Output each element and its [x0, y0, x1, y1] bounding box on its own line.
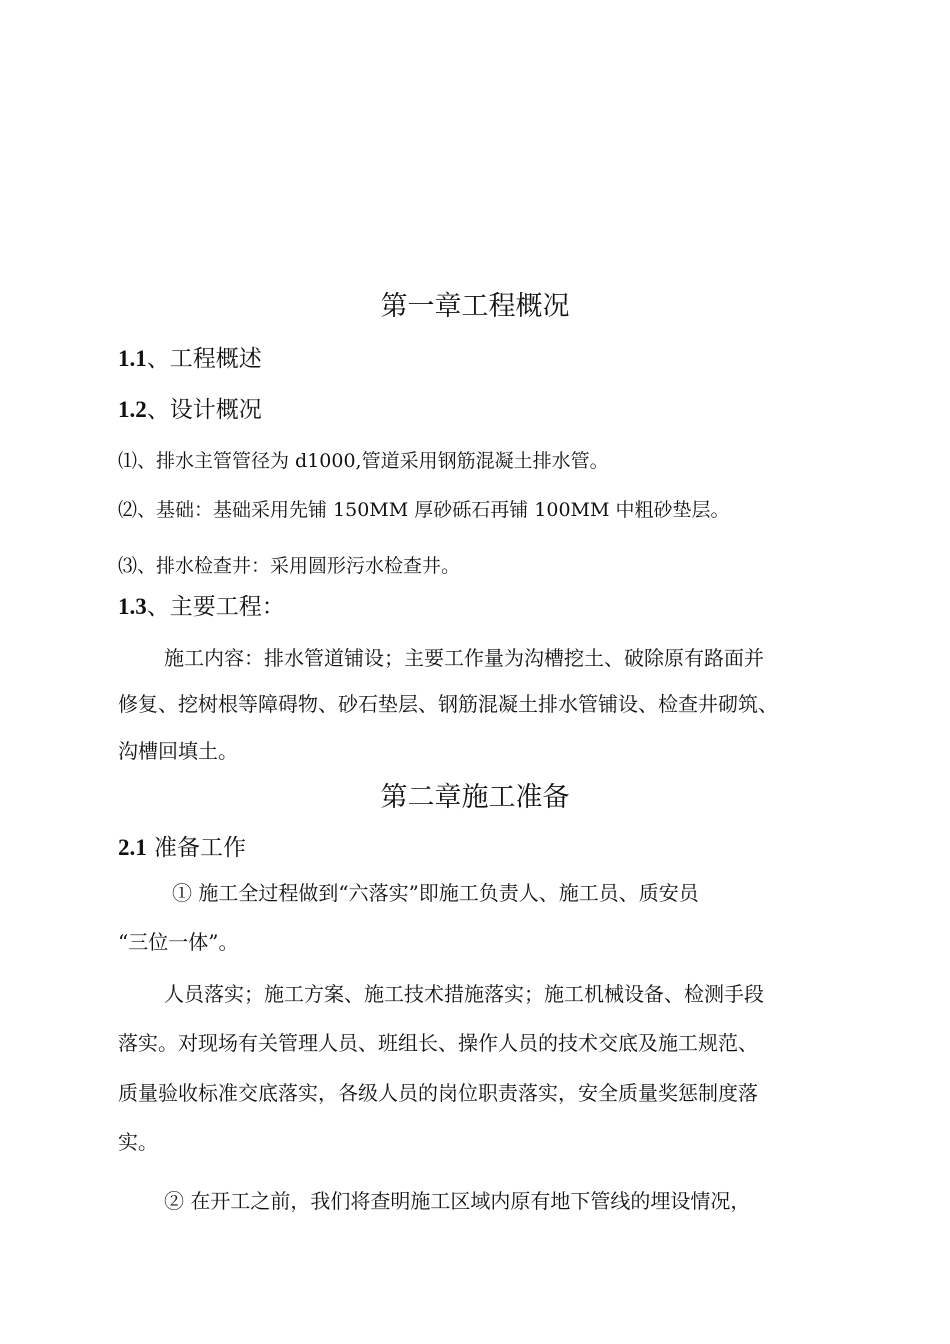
- design-item-2: ⑵、基础：基础采用先铺 150MM 厚砂砾石再铺 100MM 中粗砂垫层。: [118, 499, 730, 521]
- section-title: 、工程概述: [146, 346, 262, 372]
- prep-line-6: 实。: [118, 1130, 158, 1154]
- prep-line-1: ① 施工全过程做到“六落实”即施工负责人、施工员、质安员: [172, 881, 699, 905]
- prep-line-5: 质量验收标准交底落实，各级人员的岗位职责落实，安全质量奖惩制度落: [118, 1081, 758, 1105]
- main-work-line-3: 沟槽回填土。: [118, 739, 238, 763]
- section-number: 1.2: [118, 397, 147, 422]
- section-number: 1.1: [118, 346, 147, 371]
- chapter-2-title: 第二章施工准备: [380, 782, 570, 813]
- prep-line-2: “三位一体”。: [118, 930, 239, 954]
- section-1-3-heading: [118, 588, 285, 621]
- section-title: 、设计概况: [146, 397, 262, 423]
- main-work-line-2: 修复、挖树根等障碍物、砂石垫层、钢筋混凝土排水管铺设、检查井砌筑、: [118, 692, 778, 716]
- section-1-2-heading: [118, 391, 262, 424]
- chapter-1-title: 第一章工程概况: [380, 291, 570, 322]
- prep-line-7: ② 在开工之前，我们将查明施工区域内原有地下管线的埋设情况，: [164, 1189, 751, 1213]
- design-item-1: ⑴、排水主管管径为 d1000,管道采用钢筋混凝土排水管。: [118, 450, 609, 472]
- section-2-1-heading: [118, 829, 246, 862]
- main-work-line-1: 施工内容：排水管道铺设；主要工作量为沟槽挖土、破除原有路面并: [164, 646, 764, 670]
- prep-line-3: 人员落实；施工方案、施工技术措施落实；施工机械设备、检测手段: [164, 982, 764, 1006]
- design-item-3: ⑶、排水检查井：采用圆形污水检查井。: [118, 555, 461, 577]
- prep-line-4: 落实。对现场有关管理人员、班组长、操作人员的技术交底及施工规范、: [118, 1031, 758, 1055]
- section-number: 1.3: [118, 594, 147, 619]
- section-title: 、主要工程：: [146, 594, 285, 620]
- section-1-1-heading: [118, 340, 262, 373]
- section-number: 2.1: [118, 835, 147, 860]
- section-title: 准备工作: [146, 835, 247, 861]
